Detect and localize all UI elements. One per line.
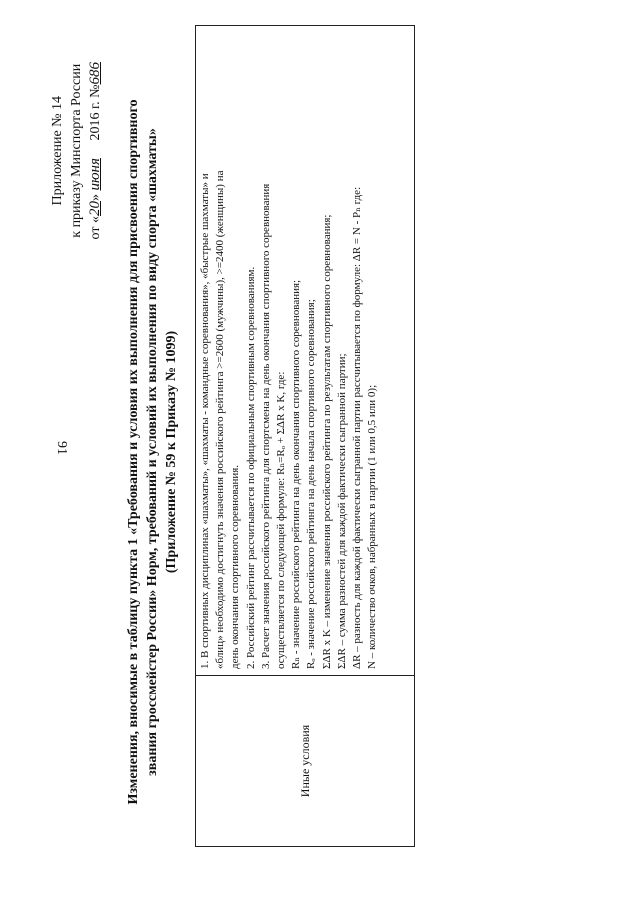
table-content-cell xyxy=(196,26,414,675)
title-line-3: (Приложение № 59 к Приказу № 1099) xyxy=(164,330,179,574)
table-line: осуществляется по следующей формуле: Rₙ=Rₒ + ΣΔR x K, где: xyxy=(275,371,288,669)
date-mid: » xyxy=(88,194,103,202)
table-label-cell: Иные условия xyxy=(196,675,414,846)
appendix-line: Приложение № 14 xyxy=(50,95,65,206)
table-line: 2. Российский рейтинг рассчитывается по официальным спортивным соревнованиям. xyxy=(244,266,257,669)
table-line: ΣΔR x K – изменение значения российского рейтинга по результатам спортивного соревнования; xyxy=(320,214,333,669)
order-number: 686 xyxy=(87,62,103,85)
table-line: ΔR – разность для каждой фактически сыгранной партии рассчитывается по формуле: ΔR = N - Pₙ где: xyxy=(351,186,364,669)
date-prefix: от « xyxy=(88,216,103,240)
conditions-table xyxy=(195,25,415,847)
table-line: Rₒ - значение российского рейтинга на день начала спортивного соревнования; xyxy=(305,299,318,669)
date-line xyxy=(86,62,105,239)
document-title xyxy=(124,22,181,882)
table-line: ΣΔR – сумма разностей для каждой фактически сыгранной партии; xyxy=(335,353,348,669)
table-line: 3. Расчет значения российского рейтинга для спортсмена на день окончания спортивного соревнования xyxy=(259,183,272,669)
page-number: 91 xyxy=(54,441,69,455)
date-day: 20 xyxy=(87,201,103,217)
table-line: день окончания спортивного соревнования. xyxy=(229,464,242,669)
table-line: 1. В спортивных дисциплинах «шахматы», «шахматы - командные соревнования», «быстрые шахматы» и xyxy=(199,173,211,669)
appendix-header xyxy=(48,62,105,239)
table-line: N – количество очков, набранных в партии (1 или 0,5 или 0); xyxy=(366,384,379,669)
order-line: к приказу Минспорта России xyxy=(69,63,84,238)
title-line-1: Изменения, вносимые в таблицу пункта 1 «Требования и условия их выполнения для присвоения спортивного xyxy=(126,99,141,805)
date-year: 2016 г. № xyxy=(88,84,103,141)
date-month: июня xyxy=(87,158,103,191)
title-line-2: звания гроссмейстер России» Норм, требований и условий их выполнения по виду спорта «шахматы» xyxy=(145,128,160,776)
table-line: «блиц» необходимо достигнуть значения российского рейтинга >=2600 (мужчины), >=2400 (женщины) на xyxy=(214,170,227,669)
rotated-page-content xyxy=(40,22,600,882)
table-line: Rₙ - значение российского рейтинга на день окончания спортивного соревнования; xyxy=(290,279,303,669)
